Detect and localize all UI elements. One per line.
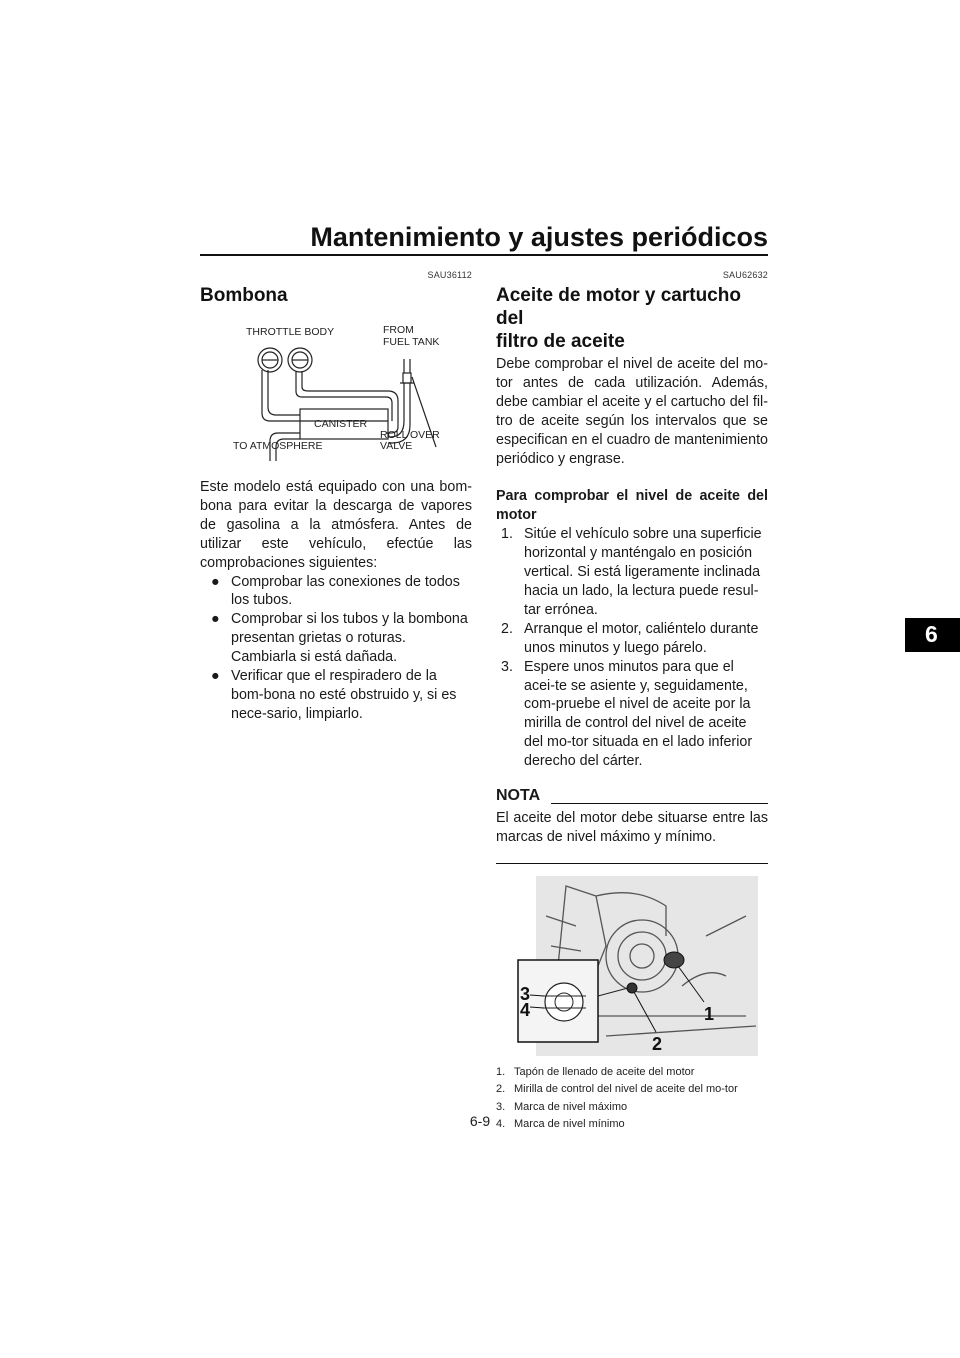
right-column bbox=[496, 270, 768, 1136]
left-column bbox=[200, 270, 472, 724]
canister-checklist bbox=[200, 573, 472, 724]
nota-text: El aceite del motor debe situarse entre las marcas de nivel máximo y mínimo. bbox=[496, 810, 768, 845]
oil-check-subheading: Para comprobar el nivel de aceite del motor bbox=[496, 488, 768, 524]
oil-check-steps bbox=[496, 525, 768, 771]
callout-3: 3 bbox=[520, 983, 531, 1004]
nota-label: NOTA bbox=[496, 787, 541, 805]
list-item: 2. Arranque el motor, caliéntelo durante unos minutos y luego párelo. bbox=[501, 620, 759, 656]
callout-2: 2 bbox=[652, 1033, 663, 1054]
bullet-icon: ● bbox=[211, 668, 220, 685]
section-code: SAU36112 bbox=[427, 270, 472, 280]
rollover-valve bbox=[403, 373, 411, 383]
bullet-icon: ● bbox=[211, 611, 220, 628]
header-rule bbox=[200, 254, 768, 256]
callout-4: 4 bbox=[520, 999, 531, 1020]
label-throttle-body: THROTTLE BODY bbox=[246, 326, 335, 338]
list-item: ● Comprobar si los tubos y la bombona presentan grietas o roturas. Cambiarla si está dañada. bbox=[211, 611, 468, 666]
oil-sight-glass bbox=[627, 983, 637, 993]
list-item: 1. Sitúe el vehículo sobre una superficie horizontal y manténgalo en posición vertical. Si está ligeramente inclinada hacia un lado, la lectura puede resul-tar errónea. bbox=[501, 526, 762, 618]
label-canister: CANISTER bbox=[314, 418, 368, 430]
oil-intro: Debe comprobar el nivel de aceite del mo-tor antes de cada utilización. Además, debe cambiar el aceite y el cartucho del fil-tro de aceite según los intervalos que se especifican en el cuadro de mantenimiento periódico y engrase. bbox=[496, 356, 768, 467]
list-item: 1. Tapón de llenado de aceite del motor bbox=[496, 1065, 695, 1078]
section-heading-oil: Aceite de motor y cartucho del filtro de aceite bbox=[496, 285, 741, 352]
callout-1: 1 bbox=[704, 1003, 715, 1024]
label-valve: VALVE bbox=[380, 440, 413, 452]
canister-intro: Este modelo está equipado con una bom-bona para evitar la descarga de vapores de gasolina a la atmósfera. Antes de utilizar este vehículo, efectúe las comprobaciones siguientes: bbox=[200, 479, 472, 571]
page-number: 6-9 bbox=[469, 1113, 491, 1129]
section-heading-canister: Bombona bbox=[200, 285, 288, 306]
nota-end-rule bbox=[496, 863, 768, 864]
list-item: 4. Marca de nivel mínimo bbox=[496, 1118, 625, 1131]
figure-captions bbox=[496, 1066, 768, 1132]
label-to-atmosphere: TO ATMOSPHERE bbox=[233, 440, 323, 452]
oil-filler-cap bbox=[664, 952, 684, 968]
bullet-icon: ● bbox=[211, 573, 220, 590]
list-item: ● Verificar que el respiradero de la bom-bona no esté obstruido y, si es nece-sario, limpiarlo. bbox=[211, 668, 457, 722]
label-from: FROM bbox=[383, 324, 414, 336]
page-title: Mantenimiento y ajustes periódicos bbox=[310, 222, 768, 252]
oil-sight-glass-figure bbox=[496, 876, 768, 1056]
label-fuel-tank: FUEL TANK bbox=[383, 336, 440, 348]
list-item: ● Comprobar las conexiones de todos los tubos. bbox=[211, 573, 460, 609]
section-code: SAU62632 bbox=[722, 270, 768, 280]
list-item: 3. Marca de nivel máximo bbox=[496, 1100, 628, 1113]
list-item: 2. Mirilla de control del nivel de aceite del mo-tor bbox=[496, 1083, 738, 1096]
label-roll-over: ROLL OVER bbox=[380, 429, 440, 441]
list-item: 3. Espere unos minutos para que el acei-te se asiente y, seguidamente, com-pruebe el nivel de aceite por la mirilla de control del nivel de aceite del mo-tor situada en el lado inferior derecho del cárter. bbox=[501, 658, 753, 770]
chapter-tab bbox=[905, 618, 960, 652]
canister-diagram bbox=[200, 321, 472, 461]
chapter-number: 6 bbox=[925, 621, 938, 647]
nota-rule bbox=[551, 803, 768, 804]
nota-header bbox=[496, 785, 768, 807]
